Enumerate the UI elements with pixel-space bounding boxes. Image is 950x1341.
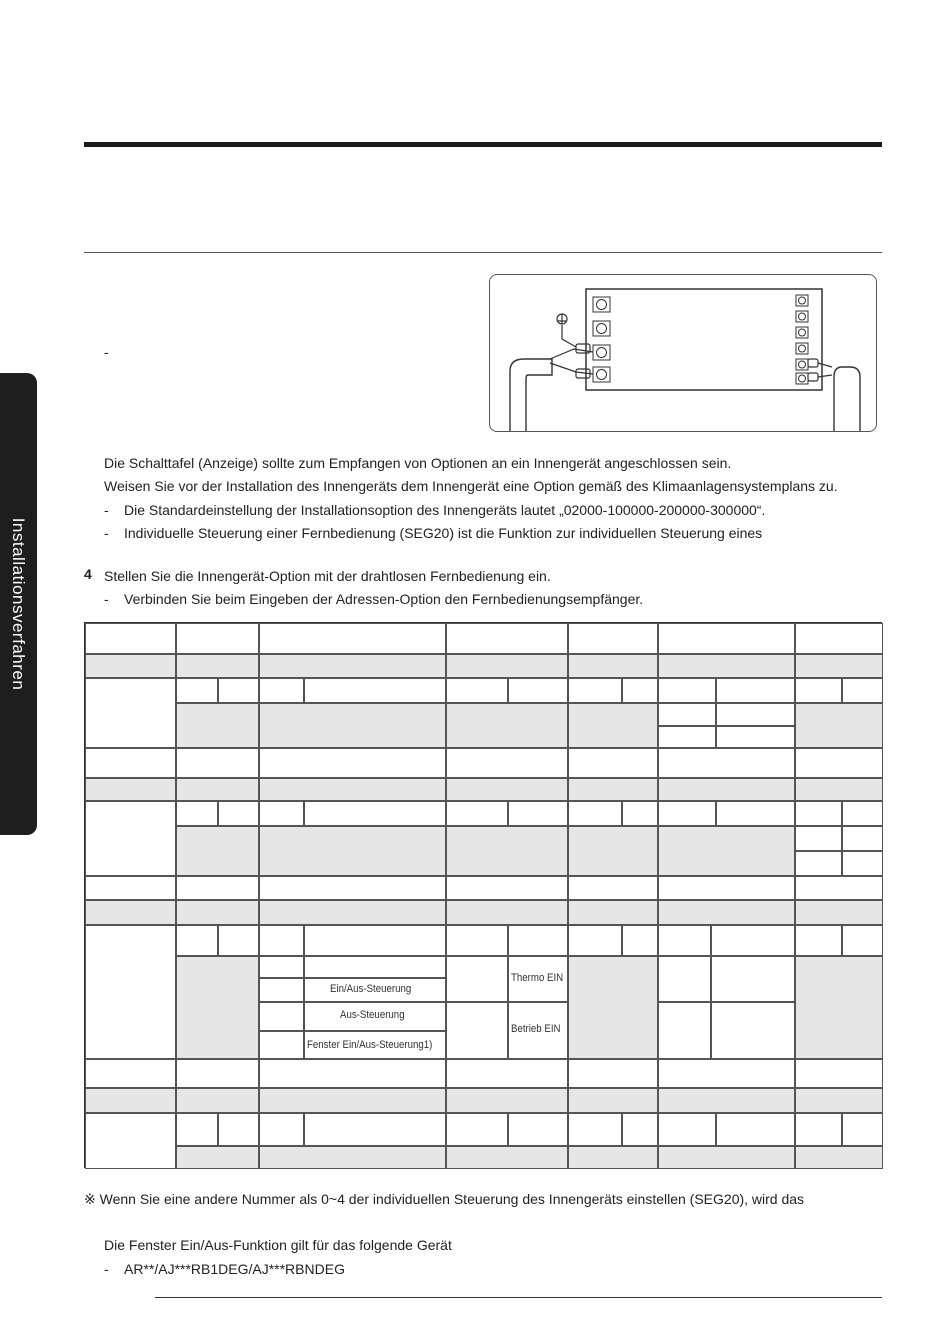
table-cell bbox=[716, 726, 795, 748]
table-cell bbox=[259, 678, 304, 703]
table-cell bbox=[795, 678, 842, 703]
table-cell bbox=[508, 1113, 568, 1146]
table-cell bbox=[446, 801, 508, 826]
table-cell bbox=[508, 678, 568, 703]
table-cell bbox=[446, 826, 568, 876]
table-cell bbox=[658, 748, 795, 778]
header-rule bbox=[84, 142, 882, 147]
table-cell bbox=[259, 654, 446, 678]
table-cell bbox=[658, 1002, 711, 1059]
table-cell bbox=[259, 876, 446, 900]
table-cell bbox=[304, 801, 446, 826]
table-cell bbox=[85, 801, 176, 876]
table-cell bbox=[568, 654, 658, 678]
table-cell bbox=[568, 801, 622, 826]
label-betrieb-ein: Betrieb EIN bbox=[511, 1023, 561, 1035]
table-cell bbox=[795, 851, 842, 876]
table-cell bbox=[568, 778, 658, 801]
table-cell bbox=[795, 876, 883, 900]
label-thermo-ein: Thermo EIN bbox=[511, 972, 564, 984]
table-cell bbox=[85, 1113, 176, 1169]
table-cell bbox=[176, 1059, 259, 1088]
table-cell bbox=[85, 1088, 176, 1113]
table-cell bbox=[795, 778, 883, 801]
table-cell bbox=[508, 801, 568, 826]
table-cell bbox=[446, 1002, 508, 1059]
table-cell bbox=[658, 876, 795, 900]
table-cell bbox=[85, 623, 176, 654]
table-cell bbox=[795, 1059, 883, 1088]
table-cell bbox=[795, 956, 883, 1059]
table-cell bbox=[795, 748, 883, 778]
table-cell bbox=[711, 1002, 795, 1059]
side-tab-label: Installationsverfahren bbox=[9, 517, 28, 691]
table-cell bbox=[568, 1146, 658, 1169]
table-cell bbox=[568, 826, 658, 876]
table-cell bbox=[568, 1059, 658, 1088]
table-cell bbox=[259, 1031, 304, 1059]
table-cell bbox=[259, 925, 304, 956]
table-cell bbox=[259, 1113, 304, 1146]
table-cell bbox=[842, 851, 883, 876]
table-cell bbox=[304, 956, 446, 978]
table-cell bbox=[176, 748, 259, 778]
table-cell bbox=[446, 1059, 568, 1088]
side-section-tab bbox=[0, 373, 37, 835]
footer-rule bbox=[155, 1297, 882, 1298]
table-cell bbox=[446, 1113, 508, 1146]
table-cell bbox=[259, 623, 446, 654]
table-cell bbox=[446, 703, 568, 748]
table-cell bbox=[795, 925, 842, 956]
table-cell bbox=[85, 925, 176, 1059]
table-cell bbox=[259, 1146, 446, 1169]
terminal-block-figure bbox=[489, 274, 877, 432]
table-cell bbox=[622, 1113, 658, 1146]
label-aus-steuerung: Aus-Steuerung bbox=[340, 1009, 405, 1021]
table-cell bbox=[795, 1146, 883, 1169]
table-cell bbox=[658, 1113, 716, 1146]
table-cell bbox=[446, 900, 568, 925]
table-cell bbox=[446, 778, 568, 801]
table-cell bbox=[711, 956, 795, 1002]
table-cell bbox=[795, 654, 883, 678]
table-cell bbox=[711, 925, 795, 956]
model-bullet: - AR**/AJ***RB1DEG/AJ***RBNDEG bbox=[104, 1261, 345, 1277]
table-cell bbox=[259, 978, 304, 1002]
table-cell bbox=[85, 876, 176, 900]
table-cell bbox=[85, 748, 176, 778]
table-cell bbox=[259, 801, 304, 826]
table-cell bbox=[658, 778, 795, 801]
table-cell bbox=[842, 801, 883, 826]
table-cell bbox=[658, 703, 716, 726]
table-cell bbox=[85, 654, 176, 678]
intro-bullet-1: - Die Standardeinstellung der Installationsoption des Innengeräts lautet „02000-100000-200000-300000“. bbox=[104, 502, 766, 518]
table-cell-window-control bbox=[304, 1031, 446, 1059]
step-4-bullet: - Verbinden Sie beim Eingeben der Adressen-Option den Fernbedienungsempfänger. bbox=[104, 591, 644, 607]
footnote: ※ Wenn Sie eine andere Nummer als 0~4 der individuellen Steuerung des Innengeräts einstellen (SEG20), wird das bbox=[84, 1191, 805, 1207]
table-cell bbox=[176, 801, 218, 826]
table-cell bbox=[304, 678, 446, 703]
label-fenster-steuerung: Fenster Ein/Aus-Steuerung1) bbox=[307, 1039, 433, 1051]
table-cell bbox=[176, 876, 259, 900]
table-cell bbox=[568, 623, 658, 654]
table-cell-betrieb bbox=[508, 1002, 568, 1059]
table-cell bbox=[568, 748, 658, 778]
table-cell bbox=[176, 1088, 259, 1113]
intro-bullet-2: - Individuelle Steuerung einer Fernbedienung (SEG20) ist die Funktion zur individuellen Steuerung eines bbox=[104, 525, 763, 541]
loose-dash: - bbox=[104, 344, 109, 360]
table-cell bbox=[85, 1059, 176, 1088]
table-cell bbox=[508, 925, 568, 956]
table-cell bbox=[176, 826, 259, 876]
table-cell bbox=[446, 1146, 568, 1169]
table-cell bbox=[658, 726, 716, 748]
table-cell bbox=[658, 1059, 795, 1088]
table-cell bbox=[842, 925, 883, 956]
table-cell bbox=[795, 1113, 842, 1146]
table-cell bbox=[176, 703, 259, 748]
table-cell bbox=[658, 801, 716, 826]
table-cell bbox=[218, 1113, 259, 1146]
table-cell bbox=[842, 678, 883, 703]
table-cell bbox=[446, 956, 508, 1002]
table-cell bbox=[176, 900, 259, 925]
table-cell bbox=[658, 654, 795, 678]
table-cell bbox=[658, 900, 795, 925]
table-cell bbox=[446, 1088, 568, 1113]
table-cell bbox=[716, 801, 795, 826]
table-cell bbox=[622, 801, 658, 826]
table-cell bbox=[658, 956, 711, 1002]
label-ein-aus-steuerung: Ein/Aus-Steuerung bbox=[330, 983, 412, 995]
table-cell bbox=[568, 1113, 622, 1146]
table-cell bbox=[446, 678, 508, 703]
table-cell bbox=[85, 678, 176, 748]
table-cell bbox=[176, 623, 259, 654]
table-cell bbox=[259, 900, 446, 925]
table-cell bbox=[568, 900, 658, 925]
table-cell bbox=[658, 925, 711, 956]
table-cell bbox=[446, 748, 568, 778]
table-cell bbox=[176, 678, 218, 703]
table-cell bbox=[304, 925, 446, 956]
fenster-note: Die Fenster Ein/Aus-Funktion gilt für das folgende Gerät bbox=[104, 1237, 452, 1253]
table-cell bbox=[568, 876, 658, 900]
table-cell bbox=[176, 1113, 218, 1146]
table-cell bbox=[176, 778, 259, 801]
table-cell bbox=[795, 900, 883, 925]
table-cell bbox=[658, 623, 795, 654]
table-cell bbox=[795, 703, 883, 748]
table-cell-on-off-control bbox=[304, 978, 446, 1002]
section-rule bbox=[84, 252, 882, 253]
table-cell bbox=[622, 925, 658, 956]
table-cell bbox=[446, 654, 568, 678]
table-cell-thermo bbox=[508, 956, 568, 1002]
table-cell bbox=[176, 956, 259, 1059]
table-cell bbox=[716, 1113, 795, 1146]
option-table bbox=[84, 622, 882, 1168]
table-cell bbox=[446, 876, 568, 900]
step-4-text: Stellen Sie die Innengerät-Option mit der drahtlosen Fernbedienung ein. bbox=[104, 568, 551, 584]
table-cell bbox=[568, 678, 622, 703]
table-cell bbox=[568, 925, 622, 956]
table-cell bbox=[716, 703, 795, 726]
table-cell bbox=[795, 826, 842, 851]
step-number: 4 bbox=[84, 566, 92, 582]
table-cell bbox=[259, 956, 304, 978]
table-cell bbox=[85, 900, 176, 925]
table-cell bbox=[795, 801, 842, 826]
intro-line-2: Weisen Sie vor der Installation des Innengeräts dem Innengerät eine Option gemäß des Klimaanlagensystemplans zu. bbox=[104, 478, 838, 494]
table-cell bbox=[568, 703, 658, 748]
table-cell bbox=[176, 654, 259, 678]
table-cell bbox=[176, 925, 218, 956]
table-cell bbox=[658, 678, 716, 703]
wiring-diagram bbox=[490, 275, 876, 431]
table-cell bbox=[658, 1146, 795, 1169]
table-cell bbox=[842, 826, 883, 851]
table-cell bbox=[218, 678, 259, 703]
table-cell bbox=[446, 623, 568, 654]
table-cell bbox=[716, 678, 795, 703]
table-cell bbox=[259, 826, 446, 876]
table-cell bbox=[446, 925, 508, 956]
intro-line-1: Die Schalttafel (Anzeige) sollte zum Empfangen von Optionen an ein Innengerät angeschlossen sein. bbox=[104, 455, 732, 471]
table-cell bbox=[176, 1146, 259, 1169]
table-cell bbox=[259, 703, 446, 748]
table-cell bbox=[568, 1088, 658, 1113]
table-cell bbox=[795, 623, 883, 654]
table-cell bbox=[259, 778, 446, 801]
table-cell bbox=[658, 826, 795, 876]
table-cell bbox=[842, 1113, 883, 1146]
table-cell bbox=[85, 778, 176, 801]
table-cell bbox=[658, 1088, 795, 1113]
table-cell bbox=[304, 1113, 446, 1146]
table-cell bbox=[218, 801, 259, 826]
table-cell bbox=[622, 678, 658, 703]
table-cell bbox=[218, 925, 259, 956]
table-cell bbox=[259, 1059, 446, 1088]
table-cell bbox=[259, 1002, 304, 1031]
table-cell bbox=[568, 956, 658, 1059]
table-cell bbox=[795, 1088, 883, 1113]
table-cell-off-control bbox=[304, 1002, 446, 1031]
table-cell bbox=[259, 748, 446, 778]
table-cell bbox=[259, 1088, 446, 1113]
